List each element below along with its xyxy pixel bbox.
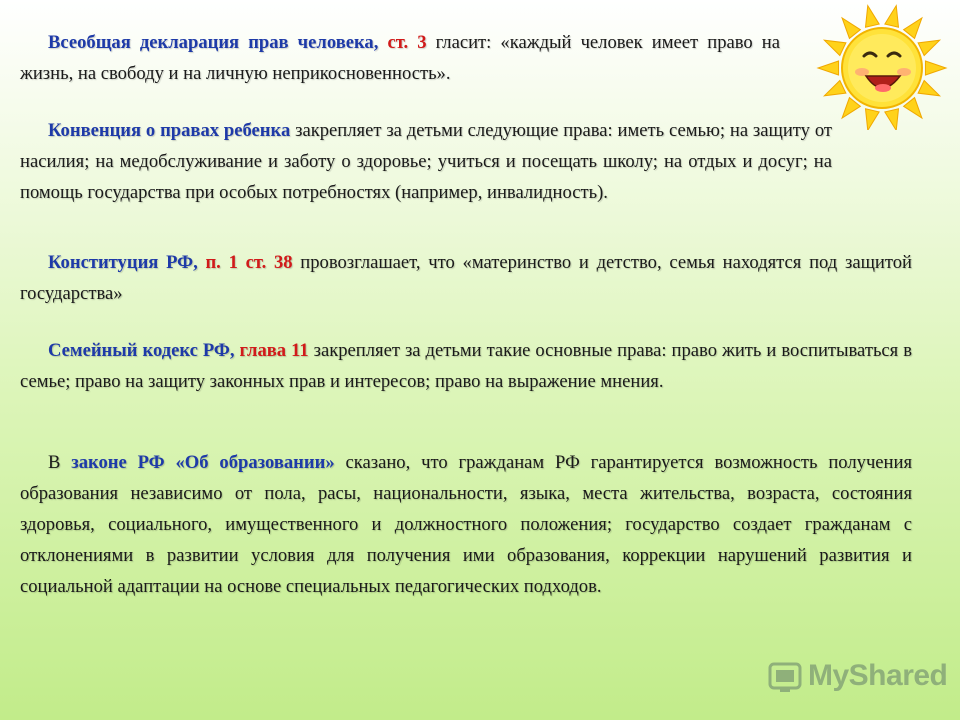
family-code-ref: глава 11 [239,340,309,361]
constitution-title: Конституция РФ, [48,252,198,273]
constitution-text: провозглашает, что «материнство и детство, семья находятся под защитой государства» [20,252,912,304]
sun-ray [865,6,879,28]
sun-ray [865,109,879,130]
paragraph-crc [20,115,832,208]
sun-ray [824,40,846,55]
education-law-text: сказано, что гражданам РФ гарантируется возможность получения образования независимо от пола, расы, национальности, языка, места жительства, возраста, состояния здоровья, социального, имущественного и должностного положения; государство создает гражданам с отклонениями в развитии условия для получения ими образования, коррекции нарушений развития и социальной адаптации на основе специальных педагогических подходов. [20,452,912,597]
family-code-text: закрепляет за детьми такие основные права: право жить и воспитываться в семье; право на защиту законных прав и интересов; право на выражение мнения. [20,340,912,392]
paragraph-education-law [20,447,912,602]
crc-title: Конвенция о правах ребенка [48,120,291,141]
smiling-sun-icon [812,0,960,130]
sun-ray [885,6,899,28]
paragraph-udhr [20,27,780,89]
sun-ray [918,40,940,55]
udhr-text: гласит: «каждый человек имеет право на жизнь, на свободу и на личную неприкосновенность». [20,32,780,84]
udhr-title: Всеобщая декларация прав человека, [48,32,379,53]
sun-ray [818,61,839,75]
constitution-ref: п. 1 ст. 38 [205,252,293,273]
sun-ray [925,61,946,75]
education-law-title: законе РФ «Об образовании» [71,452,335,473]
udhr-ref: ст. 3 [387,32,427,53]
sun-ray [918,81,940,96]
paragraph-constitution [20,247,912,309]
crc-text: закрепляет за детьми следующие права: иметь семью; на защиту от насилия; на медобслуживание и заботу о здоровье; учиться и посещать школу; на отдых и досуг; на помощь государства при особых потребностях (например, инвалидность). [20,120,832,203]
paragraph-family-code [20,335,912,397]
family-code-title: Семейный кодекс РФ, [48,340,235,361]
sun-ray [885,109,899,130]
education-law-prefix: В [48,452,72,473]
sun-ray [824,81,846,96]
watermark-text: MyShared [808,659,948,692]
